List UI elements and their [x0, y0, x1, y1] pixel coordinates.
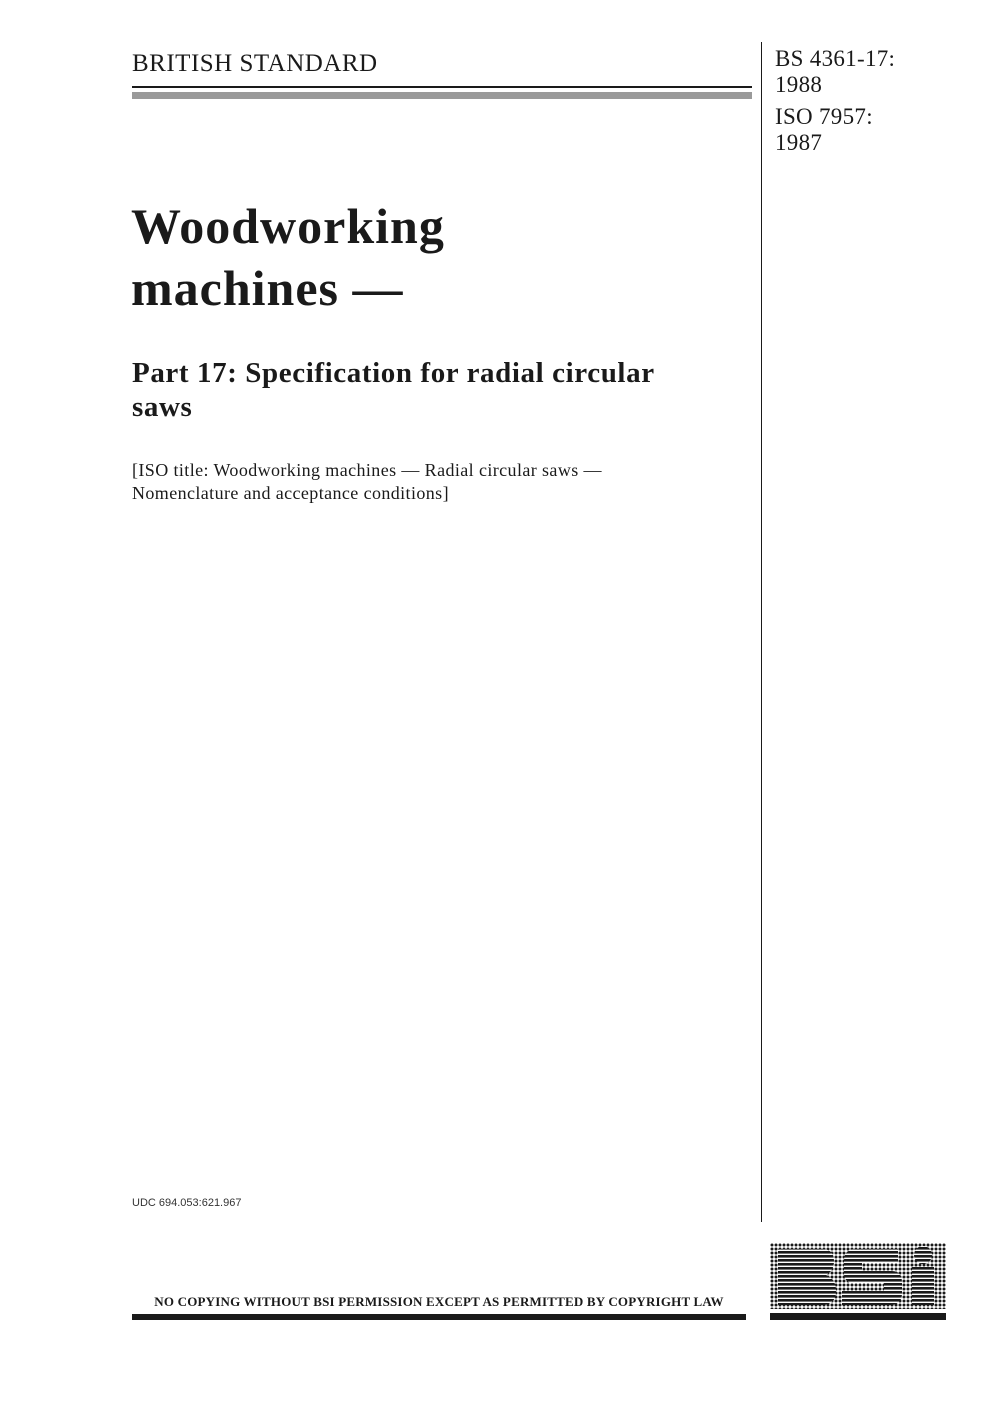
header-rule-thick: [132, 92, 752, 99]
title-line-1: Woodworking: [131, 198, 445, 254]
header-rule-thin: [132, 86, 752, 88]
document-category: BRITISH STANDARD: [132, 50, 378, 77]
document-title: [131, 195, 751, 319]
column-divider: [761, 42, 762, 1222]
udc-code: UDC 694.053:621.967: [132, 1197, 242, 1209]
iso-title-line-1: [ISO title: Woodworking machines — Radial circular saws —: [132, 460, 602, 480]
footer-rule: [132, 1314, 746, 1320]
iso-title: [132, 459, 752, 505]
copyright-notice: NO COPYING WITHOUT BSI PERMISSION EXCEPT AS PERMITTED BY COPYRIGHT LAW: [154, 1294, 724, 1309]
iso-number: ISO 7957:: [775, 104, 873, 129]
subtitle-line-1: Part 17: Specification for radial circular: [132, 357, 655, 389]
bs-year: 1988: [775, 72, 823, 97]
document-subtitle: [132, 356, 752, 424]
standard-reference: [775, 46, 895, 156]
logo-rule: [770, 1313, 946, 1320]
subtitle-line-2: saws: [132, 391, 193, 423]
bs-number: BS 4361-17:: [775, 46, 896, 71]
iso-year: 1987: [775, 130, 823, 155]
iso-title-line-2: Nomenclature and acceptance conditions]: [132, 483, 449, 503]
title-line-2: machines —: [131, 260, 404, 316]
